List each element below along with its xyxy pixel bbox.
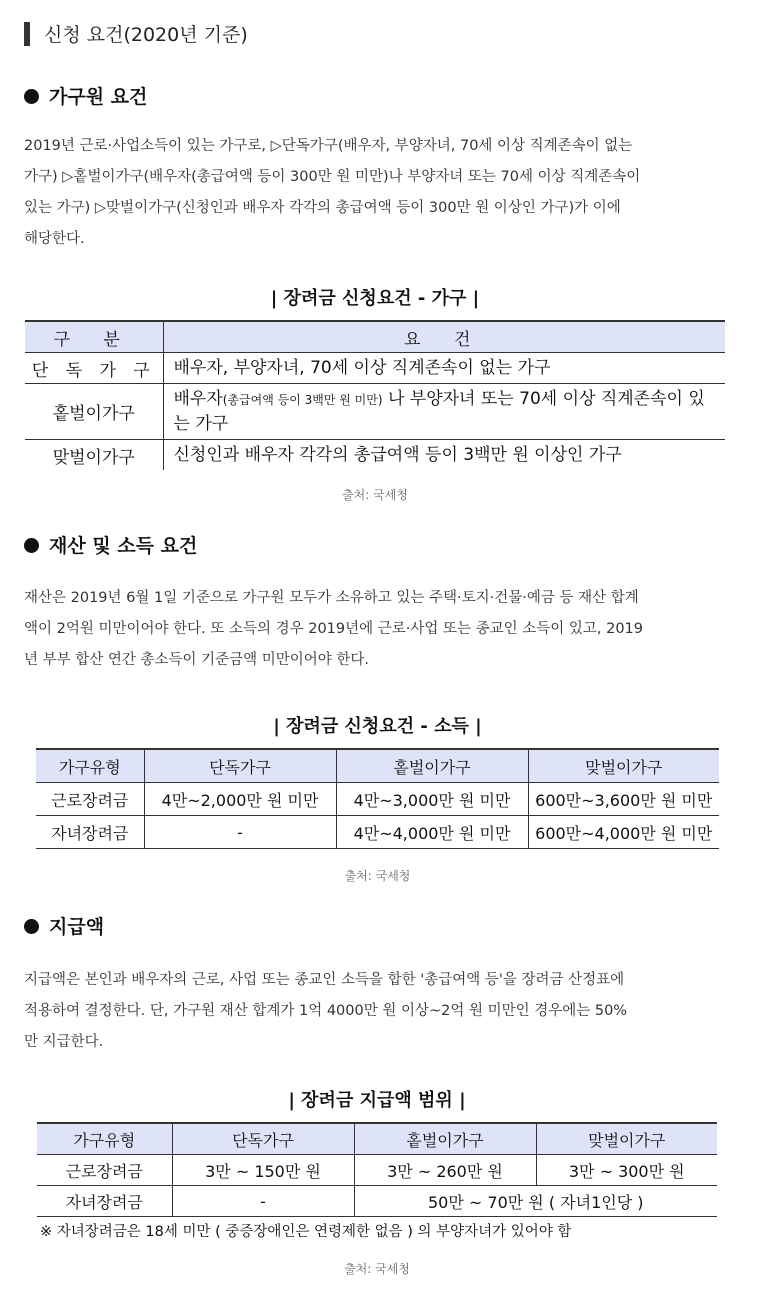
table-caption-income: | 장려금 신청요건 - 소득 | <box>273 716 482 737</box>
income-requirements-table <box>36 748 719 849</box>
table-header: 맞벌이가구 <box>536 1123 717 1155</box>
bullet-icon <box>24 538 39 553</box>
table-row: 단 독 가 구 배우자, 부양자녀, 70세 이상 직계존속이 없는 가구 <box>25 353 725 384</box>
table-row: 근로장려금 3만 ~ 150만 원 3만 ~ 260만 원 3만 ~ 300만 원 <box>37 1155 717 1186</box>
table-row: 근로장려금 4만~2,000만 원 미만 4만~3,000만 원 미만 600만~3,600만 원 미만 <box>36 783 719 816</box>
table-header: 홑벌이가구 <box>354 1123 536 1155</box>
table-row: 자녀장려금 - 4만~4,000만 원 미만 600만~4,000만 원 미만 <box>36 816 719 849</box>
table-header: 단독가구 <box>172 1123 354 1155</box>
bullet-icon <box>24 89 39 104</box>
table-row: 맞벌이가구 신청인과 배우자 각각의 총급여액 등이 3백만 원 이상인 가구 <box>25 440 725 471</box>
table-header: 요 건 <box>163 321 725 353</box>
source-note: 출처: 국세청 <box>342 488 408 502</box>
table-header: 단독가구 <box>144 749 336 783</box>
table-header: 맞벌이가구 <box>528 749 719 783</box>
payment-range-table <box>37 1122 717 1217</box>
bullet-icon <box>24 919 39 934</box>
footnote: ※ 자녀장려금은 18세 미만 ( 중증장애인은 연령제한 없음 ) 의 부양자녀가 있어야 함 <box>40 1224 572 1240</box>
source-note: 출처: 국세청 <box>344 1262 410 1276</box>
section-heading-payment: 지급액 <box>24 914 104 940</box>
table-header: 가구유형 <box>37 1123 172 1155</box>
table-row: 자녀장려금 - 50만 ~ 70만 원 ( 자녀1인당 ) <box>37 1186 717 1217</box>
source-note: 출처: 국세청 <box>344 869 411 883</box>
assets-income-paragraph: 재산은 2019년 6월 1일 기준으로 가구원 모두가 소유하고 있는 주택·토지·건물·예금 등 재산 합계 액이 2억원 미만이어야 한다. 또 소득의 경우 2019년에 근로·사업 또는 종교인 소득이 있고, 2019 년 부부 합산 연간 총소득이 기준금액 미만이어야 한다. <box>24 590 644 668</box>
page-title: 신청 요건(2020년 기준) <box>44 24 248 46</box>
section-heading-assets-income: 재산 및 소득 요건 <box>24 533 197 559</box>
table-header: 구 분 <box>25 321 163 353</box>
table-row: 홑벌이가구 배우자(총급여액 등이 3백만 원 미만) 나 부양자녀 또는 70세 이상 직계존속이 있는 가구 <box>25 384 725 440</box>
household-paragraph: 2019년 근로·사업소득이 있는 가구로, ▷단독가구(배우자, 부양자녀, 70세 이상 직계존속이 없는 가구) ▷홑벌이가구(배우자(총급여액 등이 300만 원 미만)나 부양자녀 또는 70세 이상 직계존속이 있는 가구) ▷맞벌이가구(신청인과 배우자 각각의 총급여액 등이 300만 원 이상인 가구)가 이에 해당한다. <box>24 138 641 247</box>
household-requirements-table <box>25 320 725 470</box>
table-caption-household: | 장려금 신청요건 - 가구 | <box>270 288 480 309</box>
section-heading-household: 가구원 요건 <box>24 84 147 110</box>
table-caption-payment: | 장려금 지급액 범위 | <box>288 1090 466 1111</box>
table-header: 가구유형 <box>36 749 144 783</box>
payment-paragraph: 지급액은 본인과 배우자의 근로, 사업 또는 종교인 소득을 합한 '총급여액 등'을 장려금 산정표에 적용하여 결정한다. 단, 가구원 재산 합계가 1억 4000만 원 이상~2억 원 미만인 경우에는 50% 만 지급한다. <box>24 972 628 1050</box>
table-header: 홑벌이가구 <box>336 749 528 783</box>
header-bar <box>24 22 30 46</box>
